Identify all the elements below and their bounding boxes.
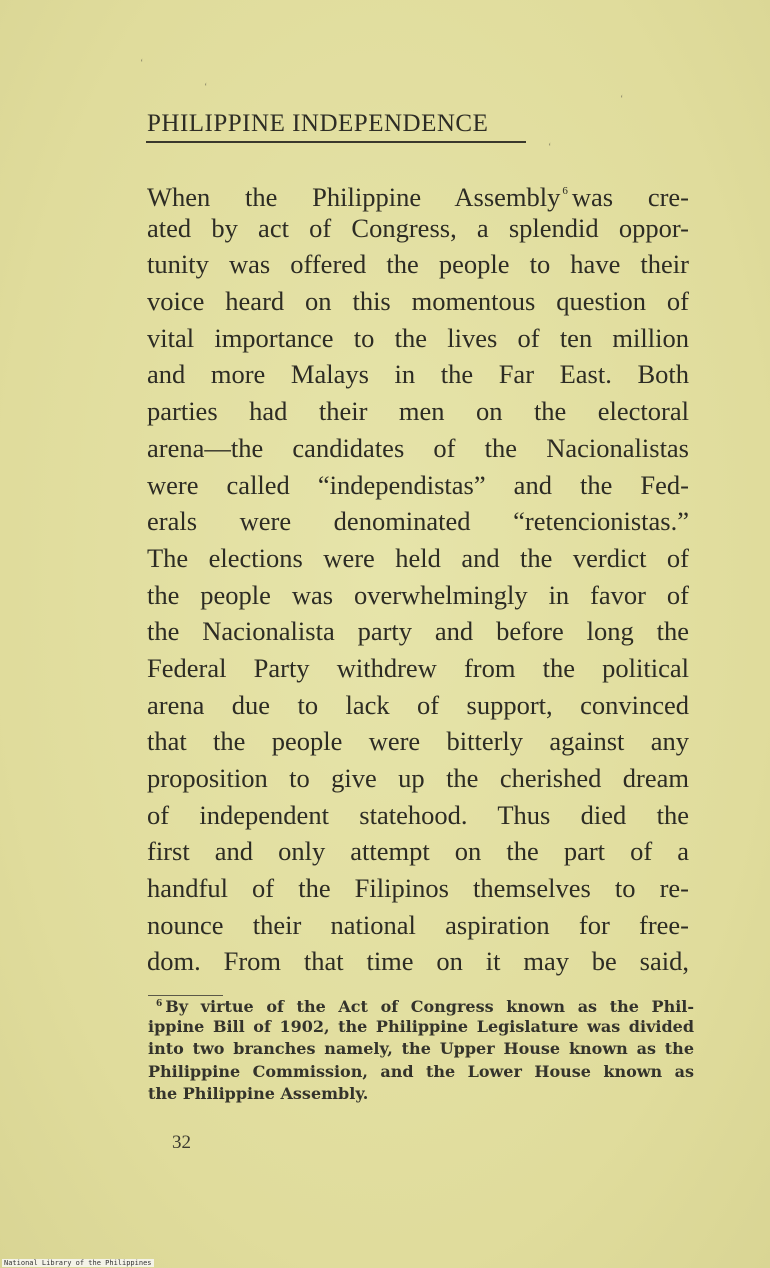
text-line: arena—the candidates of the Nacionalistas	[147, 432, 689, 463]
paper-speck: ‘	[548, 142, 552, 153]
paper-speck: ‘	[204, 82, 208, 93]
text-line: vital importance to the lives of ten million	[147, 322, 689, 353]
text-line: first and only attempt on the part of a	[147, 836, 689, 867]
text-line: the people was overwhelmingly in favor of	[147, 579, 689, 610]
text-line: proposition to give up the cherished dream	[147, 763, 689, 793]
text-line: that the people were bitterly against any	[147, 726, 689, 757]
text-line: were called “independistas” and the Fed-	[147, 469, 689, 500]
page-number: 32	[172, 1132, 191, 1153]
library-watermark: National Library of the Philippines	[4, 1259, 152, 1267]
text-line: erals were denominated “retencionistas.”	[147, 506, 689, 537]
text-line: voice heard on this momentous question of	[147, 286, 689, 317]
footnote-line: the Philippine Assembly.	[148, 1084, 369, 1103]
text-line: handful of the Filipinos themselves to re-	[147, 873, 689, 904]
text-line: and more Malays in the Far East. Both	[147, 359, 689, 390]
footnote-reference[interactable]: 6	[562, 185, 568, 197]
text-line: When the Philippine Assembly $^6$ was cre-	[147, 182, 690, 212]
footnote-mark: 6	[156, 999, 163, 1009]
text-line: the Nacionalista party and before long the	[147, 616, 689, 647]
text-line: nounce their national aspiration for free-	[147, 909, 689, 940]
text-line: The elections were held and the verdict of	[147, 542, 689, 573]
footnote-line: ippine Bill of 1902, the Philippine Legislature was divided	[148, 1016, 694, 1036]
text-line: dom. From that time on it may be said,	[147, 946, 689, 977]
text-line: parties had their men on the electoral	[147, 396, 689, 427]
text-line: tunity was offered the people to have their	[147, 249, 689, 280]
paper-speck: ‘	[140, 58, 144, 69]
text-line: ated by act of Congress, a splendid oppor-	[147, 212, 689, 243]
footnote-line: into two branches namely, the Upper House known as the	[148, 1039, 694, 1058]
body-paragraph	[147, 173, 689, 980]
footnote	[148, 993, 694, 1106]
text-line: arena due to lack of support, convinced	[147, 689, 689, 720]
text-line: Federal Party withdrew from the political	[147, 652, 689, 683]
paper-speck: ‘	[620, 94, 624, 105]
text-line: of independent statehood. Thus died the	[147, 799, 689, 830]
header-rule	[146, 141, 526, 143]
footnote-line: Philippine Commission, and the Lower House known as	[148, 1061, 694, 1081]
footnote-line: $^6$ By virtue of the Act of Congress known as the Phil-	[156, 997, 694, 1016]
running-head: PHILIPPINE INDEPENDENCE	[147, 110, 489, 137]
